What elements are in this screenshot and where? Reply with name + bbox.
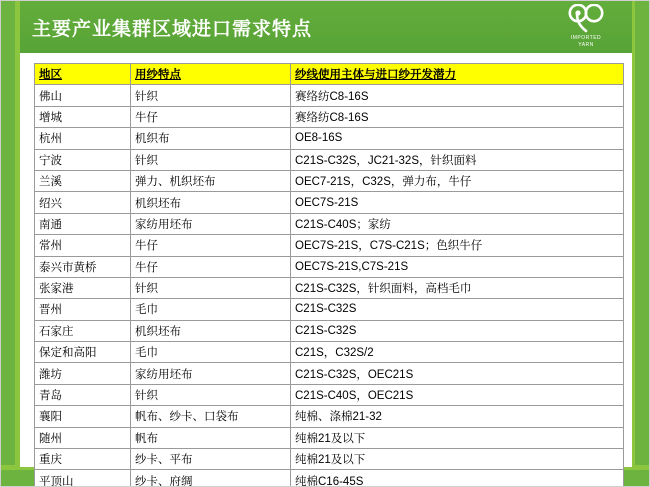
column-header-yarn-usage-label: 用纱特点 xyxy=(135,69,181,82)
table-row xyxy=(35,192,624,213)
table-row xyxy=(35,384,624,405)
table-row xyxy=(35,406,624,427)
cell-yarn-usage: 机织坯布 xyxy=(131,192,291,213)
cell-potential: C21S-C32S，针织面料，高档毛巾 xyxy=(291,277,624,298)
cell-yarn-usage: 机织坯布 xyxy=(131,320,291,341)
cell-yarn-usage: 帆布、纱卡、口袋布 xyxy=(131,406,291,427)
cell-region: 增城 xyxy=(35,106,131,127)
cell-region: 杭州 xyxy=(35,128,131,149)
cell-yarn-usage: 纱卡、平布 xyxy=(131,449,291,470)
cell-region: 绍兴 xyxy=(35,192,131,213)
page-title: 主要产业集群区域进口需求特点 xyxy=(32,18,313,40)
table-row xyxy=(35,106,624,127)
cell-yarn-usage: 家纺用坯布 xyxy=(131,363,291,384)
table-body xyxy=(35,85,624,487)
cell-yarn-usage: 帆布 xyxy=(131,427,291,448)
cell-yarn-usage: 针织 xyxy=(131,85,291,106)
cell-potential: C21S-C40S，OEC21S xyxy=(291,384,624,405)
cell-region: 宁波 xyxy=(35,149,131,170)
cell-potential: OEC7S-21S xyxy=(291,192,624,213)
table-row xyxy=(35,363,624,384)
slide-content xyxy=(20,53,632,487)
cell-yarn-usage: 家纺用坯布 xyxy=(131,213,291,234)
left-green-band xyxy=(1,1,15,487)
cluster-demand-table xyxy=(34,63,624,487)
cell-region: 张家港 xyxy=(35,277,131,298)
cell-potential: 赛络纺C8-16S xyxy=(291,85,624,106)
cell-yarn-usage: 针织 xyxy=(131,149,291,170)
cell-yarn-usage: 针织 xyxy=(131,277,291,298)
cell-yarn-usage: 针织 xyxy=(131,384,291,405)
cell-region: 保定和高阳 xyxy=(35,342,131,363)
table-row xyxy=(35,256,624,277)
cell-yarn-usage: 牛仔 xyxy=(131,106,291,127)
cell-potential: 纯棉、涤棉21-32 xyxy=(291,406,624,427)
logo-mark-icon xyxy=(564,4,608,34)
slide-header xyxy=(20,1,632,53)
cell-yarn-usage: 弹力、机织坯布 xyxy=(131,170,291,191)
cell-potential: OE8-16S xyxy=(291,128,624,149)
right-green-band xyxy=(635,1,649,487)
logo-text-line2: YARN xyxy=(578,42,594,48)
cell-potential: C21S-C32S xyxy=(291,320,624,341)
imported-yarn-logo xyxy=(549,4,623,50)
cell-region: 佛山 xyxy=(35,85,131,106)
cell-potential: C21S-C32S，OEC21S xyxy=(291,363,624,384)
cell-potential: C21S，C32S/2 xyxy=(291,342,624,363)
cell-potential: 纯棉21及以下 xyxy=(291,427,624,448)
cell-region: 襄阳 xyxy=(35,406,131,427)
column-header-region xyxy=(35,64,131,85)
cell-region: 青岛 xyxy=(35,384,131,405)
column-header-potential xyxy=(291,64,624,85)
cell-potential: OEC7S-21S,C7S-21S xyxy=(291,256,624,277)
cell-yarn-usage: 牛仔 xyxy=(131,235,291,256)
cell-region: 平顶山 xyxy=(35,470,131,487)
cell-yarn-usage: 牛仔 xyxy=(131,256,291,277)
table-row xyxy=(35,128,624,149)
table-row xyxy=(35,213,624,234)
logo-text-line1: IMPORTED xyxy=(570,35,602,41)
table-row xyxy=(35,299,624,320)
cell-region: 泰兴市黄桥 xyxy=(35,256,131,277)
table-row xyxy=(35,320,624,341)
cell-yarn-usage: 毛巾 xyxy=(131,342,291,363)
cell-yarn-usage: 纱卡、府绸 xyxy=(131,470,291,487)
table-header-row xyxy=(35,64,624,85)
table-row xyxy=(35,449,624,470)
cell-potential: C21S-C32S xyxy=(291,299,624,320)
table-row xyxy=(35,85,624,106)
column-header-potential-label: 纱线使用主体与进口纱开发潜力 xyxy=(295,69,456,82)
column-header-yarn-usage xyxy=(131,64,291,85)
cell-potential: OEC7-21S，C32S，弹力布，牛仔 xyxy=(291,170,624,191)
cell-yarn-usage: 机织布 xyxy=(131,128,291,149)
cell-region: 重庆 xyxy=(35,449,131,470)
cell-region: 石家庄 xyxy=(35,320,131,341)
cell-region: 晋州 xyxy=(35,299,131,320)
table-row xyxy=(35,342,624,363)
table-row xyxy=(35,235,624,256)
cell-potential: 赛络纺C8-16S xyxy=(291,106,624,127)
table-row xyxy=(35,149,624,170)
cell-potential: C21S-C40S；家纺 xyxy=(291,213,624,234)
column-header-region-label: 地区 xyxy=(39,69,62,82)
table-row xyxy=(35,170,624,191)
cell-potential: 纯棉21及以下 xyxy=(291,449,624,470)
table-row xyxy=(35,277,624,298)
cell-region: 随州 xyxy=(35,427,131,448)
cell-potential: OEC7S-21S，C7S-C21S；色织牛仔 xyxy=(291,235,624,256)
cell-region: 兰溪 xyxy=(35,170,131,191)
cell-potential: C21S-C32S，JC21-32S，针织面料 xyxy=(291,149,624,170)
cell-region: 南通 xyxy=(35,213,131,234)
cell-region: 常州 xyxy=(35,235,131,256)
cell-yarn-usage: 毛巾 xyxy=(131,299,291,320)
table-row xyxy=(35,470,624,487)
cell-region: 潍坊 xyxy=(35,363,131,384)
table-row xyxy=(35,427,624,448)
cell-potential: 纯棉C16-45S xyxy=(291,470,624,487)
